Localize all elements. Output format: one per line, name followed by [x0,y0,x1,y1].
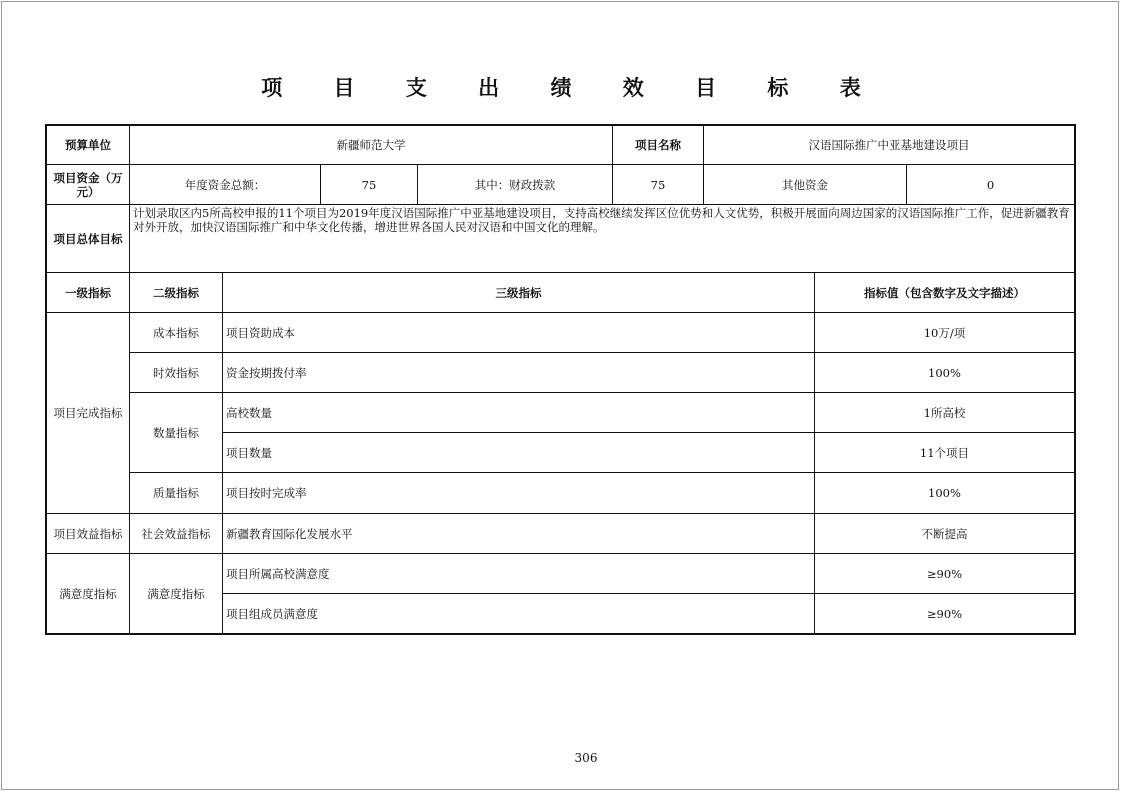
table-row-value: 11个项目 [919,445,970,460]
group-satisfaction: 满意度指标 [59,586,117,601]
table-row-value: ≥90% [926,566,963,581]
table-row-value: ≥90% [926,606,963,621]
other-funds-value: 0 [986,177,995,192]
table-line [45,633,1076,635]
project-name-value: 汉语国际推广中亚基地建设项目 [808,138,970,152]
subgroup-social: 社会效益指标 [141,526,211,541]
table-line [1074,124,1076,635]
group-benefit: 项目效益指标 [53,526,123,541]
project-name-label: 项目名称 [635,138,681,152]
table-row-indicator: 项目按时完成率 [226,486,307,500]
subgroup-satisfaction: 满意度指标 [147,586,205,601]
table-row-indicator: 资金按期拨付率 [226,365,307,380]
page-number: 306 [574,751,598,765]
table-row-indicator: 项目所属高校满意度 [226,566,330,581]
table-row-indicator: 高校数量 [226,405,272,420]
project-funds-label: 项目资金（万元） [53,170,123,199]
fiscal-allocation-label: 其中：财政拨款 [474,177,556,192]
group-completion: 项目完成指标 [53,406,123,420]
subgroup-timeliness: 时效指标 [153,365,199,380]
annual-total-label: 年度资金总额： [184,177,266,192]
budget-unit-label: 预算单位 [65,138,111,152]
table-row-indicator: 项目数量 [226,445,272,460]
subgroup-quality: 质量指标 [153,486,199,500]
header-value: 指标值（包含数字及文字描述） [864,285,1025,300]
table-row-value: 1所高校 [923,405,966,420]
budget-unit-value: 新疆师范大学 [336,138,406,152]
table-row-indicator: 项目组成员满意度 [226,606,318,621]
table-row-value: 100% [928,365,961,380]
other-funds-label: 其他资金 [782,177,828,192]
table-row-indicator: 新疆教育国际化发展水平 [226,526,353,541]
page-title: 项 目 支 出 绩 效 目 标 表 [261,76,883,100]
fiscal-allocation-value: 75 [650,177,666,192]
overall-goal-text: 计划录取区内5所高校申报的11个项目为2019年度汉语国际推广中亚基地建设项目，支持高校继续发挥区位优势和人文优势，积极开展面向周边国家的汉语国际推广工作，促进新疆教育对外开放，加快汉语国际推广和中华文化传播，增进世界各国人民对汉语和中国文化的理解。 [133,206,1070,234]
table-row-value: 不断提高 [921,526,968,541]
table-row-value: 10万/项 [923,325,966,340]
subgroup-quantity: 数量指标 [153,425,199,440]
subgroup-cost: 成本指标 [153,325,199,340]
overall-goal-label: 项目总体目标 [53,231,123,246]
header-level1: 一级指标 [65,285,111,300]
header-level2: 二级指标 [153,285,199,300]
annual-total-value: 75 [361,177,377,192]
table-row-indicator: 项目资助成本 [226,325,295,340]
table-row-value: 100% [928,486,961,500]
header-level3: 三级指标 [495,285,542,300]
